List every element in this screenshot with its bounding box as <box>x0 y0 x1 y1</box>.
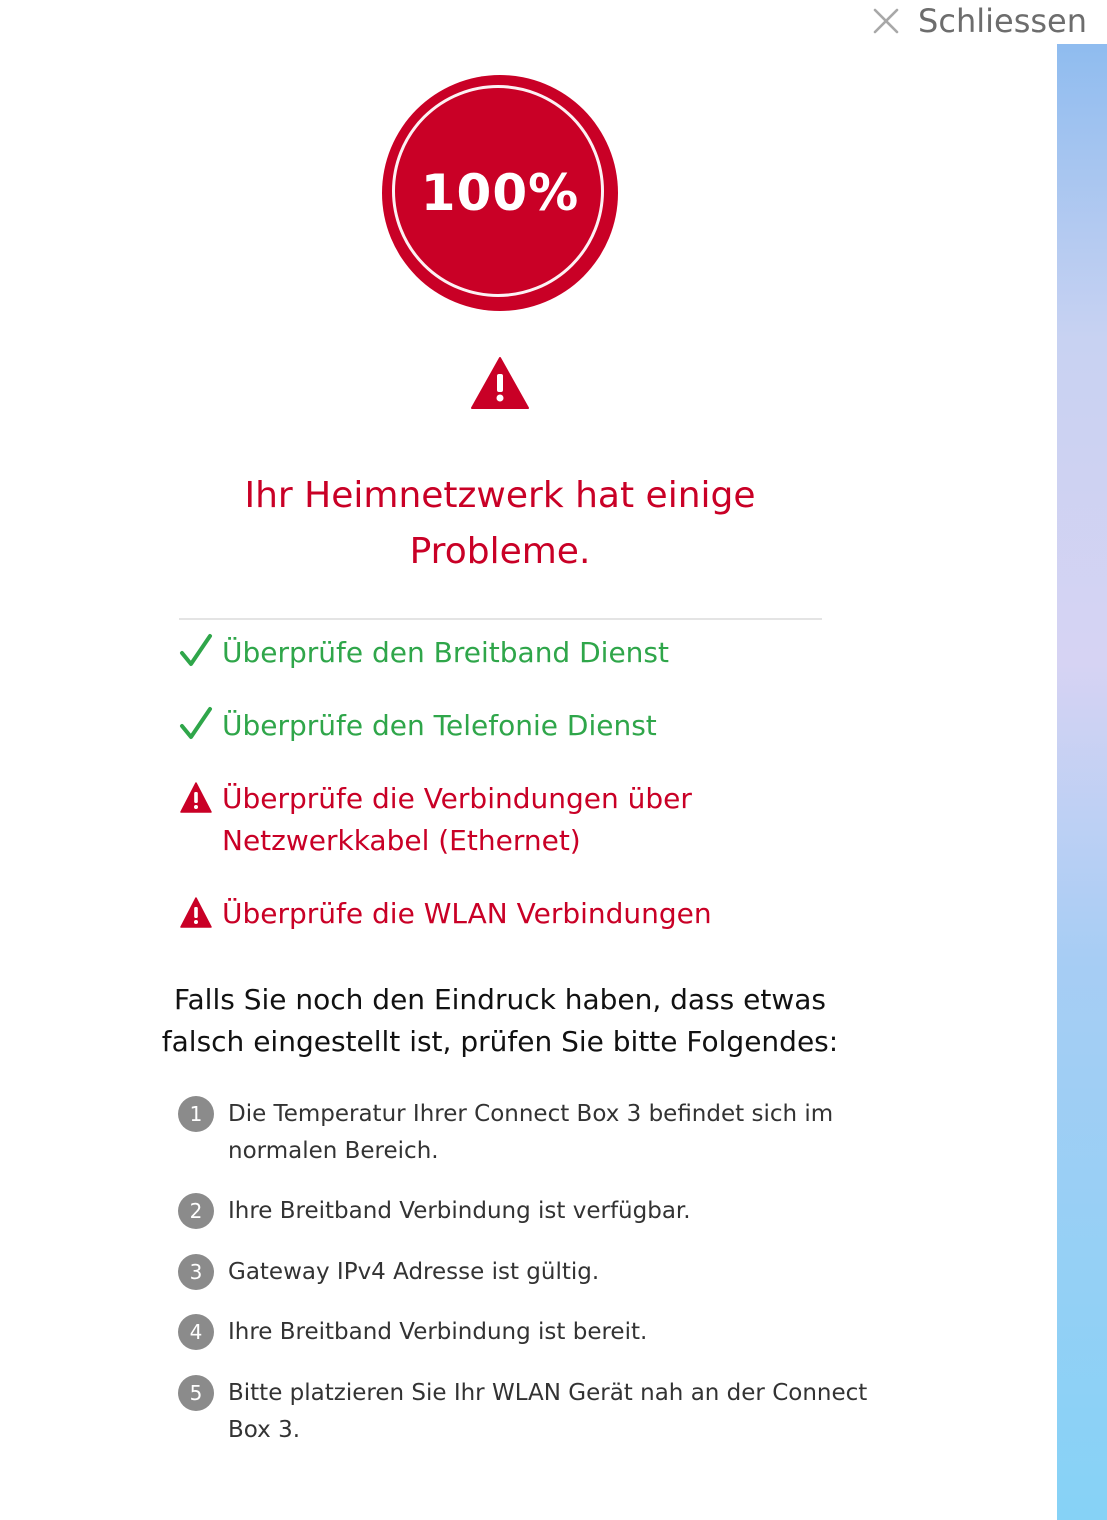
tip-text: Ihre Breitband Verbindung ist verfügbar. <box>228 1198 691 1224</box>
tip-number-badge: 3 <box>178 1254 214 1290</box>
close-icon <box>872 7 900 35</box>
close-label: Schliessen <box>918 2 1087 40</box>
warning-icon <box>179 896 213 929</box>
tip-item <box>178 1096 868 1170</box>
side-gradient-strip <box>1057 44 1107 1520</box>
check-item-wlan <box>179 893 859 935</box>
warning-icon <box>470 356 530 410</box>
tip-item <box>178 1314 868 1351</box>
check-item-telephony <box>179 705 859 747</box>
status-title: Ihr Heimnetzwerk hat einige Probleme. <box>244 475 756 572</box>
check-label: Überprüfe den Telefonie Dienst <box>222 709 657 742</box>
progress-percent: 100% <box>420 164 580 222</box>
tip-text: Die Temperatur Ihrer Connect Box 3 befindet sich im normalen Bereich. <box>228 1101 834 1164</box>
check-label: Überprüfe die Verbindungen über Netzwerkkabel (Ethernet) <box>222 782 692 857</box>
tip-item <box>178 1254 868 1291</box>
check-icon <box>179 706 213 742</box>
tip-text: Gateway IPv4 Adresse ist gültig. <box>228 1259 600 1285</box>
check-item-broadband <box>179 632 859 674</box>
progress-indicator <box>382 75 618 311</box>
tip-number-badge: 4 <box>178 1314 214 1350</box>
tip-item <box>178 1193 868 1230</box>
check-label: Überprüfe die WLAN Verbindungen <box>222 897 712 930</box>
check-icon <box>179 633 213 669</box>
warning-icon <box>179 781 213 814</box>
tip-number-badge: 2 <box>178 1193 214 1229</box>
check-label: Überprüfe den Breitband Dienst <box>222 636 669 669</box>
close-button[interactable] <box>850 0 1107 42</box>
tip-item <box>178 1375 868 1449</box>
tip-text: Bitte platzieren Sie Ihr WLAN Gerät nah an der Connect Box 3. <box>228 1380 868 1443</box>
section-divider <box>179 618 822 620</box>
tip-number-badge: 5 <box>178 1375 214 1411</box>
tip-number-badge: 1 <box>178 1096 214 1132</box>
tip-text: Ihre Breitband Verbindung ist bereit. <box>228 1319 648 1345</box>
advice-text: Falls Sie noch den Eindruck haben, dass etwas falsch eingestellt ist, prüfen Sie bitte Folgendes: <box>161 983 839 1058</box>
check-item-ethernet <box>179 778 859 862</box>
